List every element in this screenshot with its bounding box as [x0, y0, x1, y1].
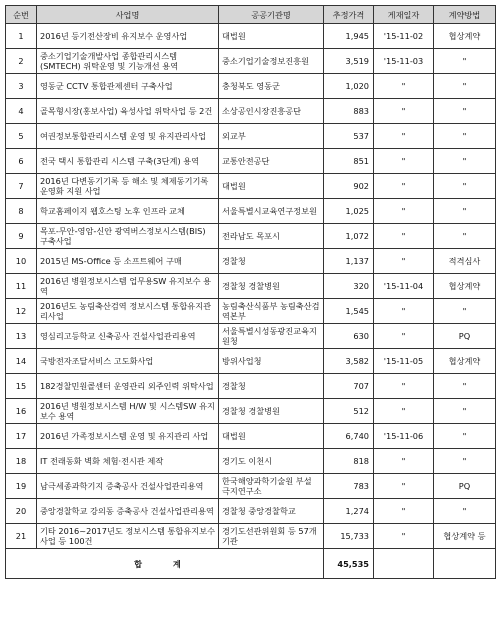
cell-notice-date: " [374, 324, 434, 349]
cell-contract-method: 협상계약 [434, 24, 496, 49]
cell-estimated-price: 818 [324, 449, 374, 474]
cell-project-name: 목포-무안-영암-신안 광역버스정보시스템(BIS) 구축사업 [37, 224, 219, 249]
header-no: 순번 [6, 6, 37, 24]
total-empty-date [374, 549, 434, 579]
cell-project-name: 중소기업기술개발사업 종합관리시스템(SMTECH) 위탁운영 및 기능개선 용역 [37, 49, 219, 74]
cell-project-name: 2016년 병원정보시스템 업무용SW 유지보수 용역 [37, 274, 219, 299]
cell-estimated-price: 6,740 [324, 424, 374, 449]
cell-no: 3 [6, 74, 37, 99]
cell-contract-method: " [434, 224, 496, 249]
table-row [6, 249, 496, 274]
table-row [6, 74, 496, 99]
procurement-table-container [5, 5, 495, 579]
cell-institution: 소상공인시장진흥공단 [219, 99, 324, 124]
cell-no: 7 [6, 174, 37, 199]
cell-no: 17 [6, 424, 37, 449]
cell-institution: 경기도 이천시 [219, 449, 324, 474]
cell-project-name: 2015년 MS-Office 등 소프트웨어 구매 [37, 249, 219, 274]
cell-notice-date: " [374, 199, 434, 224]
cell-project-name: 남극세종과학기지 증축공사 건설사업관리용역 [37, 474, 219, 499]
cell-notice-date: " [374, 524, 434, 549]
cell-project-name: 2016년 가족정보시스템 운영 및 유지관리 사업 [37, 424, 219, 449]
cell-contract-method: " [434, 374, 496, 399]
cell-estimated-price: 3,519 [324, 49, 374, 74]
cell-institution: 교통안전공단 [219, 149, 324, 174]
header-contract-method: 계약방법 [434, 6, 496, 24]
cell-estimated-price: 1,274 [324, 499, 374, 524]
cell-contract-method: " [434, 74, 496, 99]
cell-project-name: 전국 택시 통합관리 시스템 구축(3단계) 용역 [37, 149, 219, 174]
cell-institution: 서울특별시성동광진교육지원청 [219, 324, 324, 349]
cell-notice-date: " [374, 474, 434, 499]
cell-project-name: 국방전자조달서비스 고도화사업 [37, 349, 219, 374]
cell-institution: 경찰청 [219, 249, 324, 274]
cell-no: 4 [6, 99, 37, 124]
cell-no: 16 [6, 399, 37, 424]
cell-estimated-price: 512 [324, 399, 374, 424]
table-row [6, 399, 496, 424]
cell-notice-date: " [374, 374, 434, 399]
table-row [6, 449, 496, 474]
cell-contract-method: PQ [434, 324, 496, 349]
cell-estimated-price: 1,025 [324, 199, 374, 224]
cell-project-name: 학교홈페이지 웹호스팅 노후 인프라 교체 [37, 199, 219, 224]
cell-project-name: 2016년도 농림축산검역 정보시스템 통합유지관리사업 [37, 299, 219, 324]
cell-project-name: 영동군 CCTV 통합관제센터 구축사업 [37, 74, 219, 99]
total-price: 45,535 [324, 549, 374, 579]
cell-contract-method: 협상계약 [434, 274, 496, 299]
cell-project-name: IT 전래동화 벽화 체험·전시관 제작 [37, 449, 219, 474]
cell-notice-date: '15-11-04 [374, 274, 434, 299]
procurement-table [5, 5, 496, 579]
cell-no: 21 [6, 524, 37, 549]
cell-no: 5 [6, 124, 37, 149]
cell-institution: 경찰청 [219, 374, 324, 399]
cell-no: 18 [6, 449, 37, 474]
table-row [6, 124, 496, 149]
cell-project-name: 2016년 등기전산장비 유지보수 운영사업 [37, 24, 219, 49]
cell-institution: 방위사업청 [219, 349, 324, 374]
cell-institution: 경기도선관위원회 등 57개 기관 [219, 524, 324, 549]
cell-no: 13 [6, 324, 37, 349]
total-row [6, 549, 496, 579]
cell-no: 6 [6, 149, 37, 174]
cell-institution: 경찰청 경찰병원 [219, 399, 324, 424]
cell-estimated-price: 1,072 [324, 224, 374, 249]
cell-institution: 서울특별시교육연구정보원 [219, 199, 324, 224]
cell-institution: 경찰청 경찰병원 [219, 274, 324, 299]
cell-estimated-price: 883 [324, 99, 374, 124]
table-row [6, 24, 496, 49]
cell-no: 1 [6, 24, 37, 49]
cell-notice-date: " [374, 74, 434, 99]
header-estimated-price: 추정가격 [324, 6, 374, 24]
cell-notice-date: " [374, 299, 434, 324]
header-institution: 공공기관명 [219, 6, 324, 24]
cell-contract-method: " [434, 149, 496, 174]
table-row [6, 424, 496, 449]
cell-contract-method: " [434, 449, 496, 474]
cell-no: 11 [6, 274, 37, 299]
table-row [6, 474, 496, 499]
table-row [6, 324, 496, 349]
cell-contract-method: PQ [434, 474, 496, 499]
cell-estimated-price: 320 [324, 274, 374, 299]
cell-no: 2 [6, 49, 37, 74]
cell-notice-date: " [374, 249, 434, 274]
cell-contract-method: " [434, 124, 496, 149]
cell-estimated-price: 902 [324, 174, 374, 199]
cell-project-name: 중앙경찰학교 강의동 증축공사 건설사업관리용역 [37, 499, 219, 524]
cell-contract-method: " [434, 199, 496, 224]
table-row [6, 149, 496, 174]
table-row [6, 49, 496, 74]
cell-notice-date: " [374, 99, 434, 124]
header-project-name: 사업명 [37, 6, 219, 24]
cell-notice-date: " [374, 499, 434, 524]
cell-notice-date: " [374, 124, 434, 149]
cell-institution: 한국해양과학기술원 부설 극지연구소 [219, 474, 324, 499]
table-row [6, 299, 496, 324]
cell-contract-method: " [434, 399, 496, 424]
table-row [6, 349, 496, 374]
cell-no: 10 [6, 249, 37, 274]
cell-project-name: 2016년 병원정보시스템 H/W 및 시스템SW 유지보수 용역 [37, 399, 219, 424]
cell-institution: 전라남도 목포시 [219, 224, 324, 249]
table-row [6, 499, 496, 524]
cell-project-name: 여권정보통합관리시스템 운영 및 유지관리사업 [37, 124, 219, 149]
cell-contract-method: " [434, 174, 496, 199]
cell-estimated-price: 630 [324, 324, 374, 349]
cell-project-name: 영심리고등학교 신축공사 건설사업관리용역 [37, 324, 219, 349]
total-empty-method [434, 549, 496, 579]
cell-estimated-price: 783 [324, 474, 374, 499]
table-header-row [6, 6, 496, 24]
cell-estimated-price: 1,137 [324, 249, 374, 274]
cell-estimated-price: 15,733 [324, 524, 374, 549]
table-row [6, 99, 496, 124]
cell-no: 19 [6, 474, 37, 499]
cell-project-name: 골목형시장(홍보사업) 육성사업 위탁사업 등 2건 [37, 99, 219, 124]
header-notice-date: 게재일자 [374, 6, 434, 24]
table-row [6, 224, 496, 249]
cell-institution: 중소기업기술정보진흥원 [219, 49, 324, 74]
cell-contract-method: " [434, 99, 496, 124]
cell-contract-method: " [434, 299, 496, 324]
cell-contract-method: 협상계약 등 [434, 524, 496, 549]
table-row [6, 274, 496, 299]
cell-contract-method: 적격심사 [434, 249, 496, 274]
cell-notice-date: '15-11-05 [374, 349, 434, 374]
cell-contract-method: " [434, 499, 496, 524]
cell-institution: 외교부 [219, 124, 324, 149]
cell-estimated-price: 851 [324, 149, 374, 174]
cell-no: 12 [6, 299, 37, 324]
cell-no: 8 [6, 199, 37, 224]
cell-no: 9 [6, 224, 37, 249]
cell-estimated-price: 1,945 [324, 24, 374, 49]
cell-no: 14 [6, 349, 37, 374]
cell-estimated-price: 537 [324, 124, 374, 149]
cell-institution: 대법원 [219, 424, 324, 449]
cell-notice-date: '15-11-03 [374, 49, 434, 74]
cell-institution: 경찰청 중앙경찰학교 [219, 499, 324, 524]
cell-notice-date: " [374, 399, 434, 424]
cell-contract-method: " [434, 424, 496, 449]
cell-no: 20 [6, 499, 37, 524]
cell-estimated-price: 1,020 [324, 74, 374, 99]
table-row [6, 524, 496, 549]
cell-project-name: 2016년 다변동기기록 등 해소 및 체제동기기록 운영화 지원 사업 [37, 174, 219, 199]
cell-project-name: 182경찰민원콜센터 운영관리 외주인력 위탁사업 [37, 374, 219, 399]
table-row [6, 374, 496, 399]
cell-project-name: 기타 2016~2017년도 정보시스템 통합유지보수사업 등 100건 [37, 524, 219, 549]
cell-institution: 농림축산식품부 농림축산검역본부 [219, 299, 324, 324]
cell-institution: 대법원 [219, 24, 324, 49]
cell-notice-date: " [374, 224, 434, 249]
cell-notice-date: '15-11-06 [374, 424, 434, 449]
table-row [6, 174, 496, 199]
cell-contract-method: " [434, 49, 496, 74]
cell-notice-date: " [374, 174, 434, 199]
cell-institution: 대법원 [219, 174, 324, 199]
cell-estimated-price: 3,582 [324, 349, 374, 374]
cell-institution: 충청북도 영동군 [219, 74, 324, 99]
cell-notice-date: " [374, 149, 434, 174]
total-label: 합 계 [6, 549, 324, 579]
cell-estimated-price: 707 [324, 374, 374, 399]
cell-estimated-price: 1,545 [324, 299, 374, 324]
table-row [6, 199, 496, 224]
cell-contract-method: 협상계약 [434, 349, 496, 374]
cell-no: 15 [6, 374, 37, 399]
cell-notice-date: '15-11-02 [374, 24, 434, 49]
table-body [6, 24, 496, 579]
cell-notice-date: " [374, 449, 434, 474]
